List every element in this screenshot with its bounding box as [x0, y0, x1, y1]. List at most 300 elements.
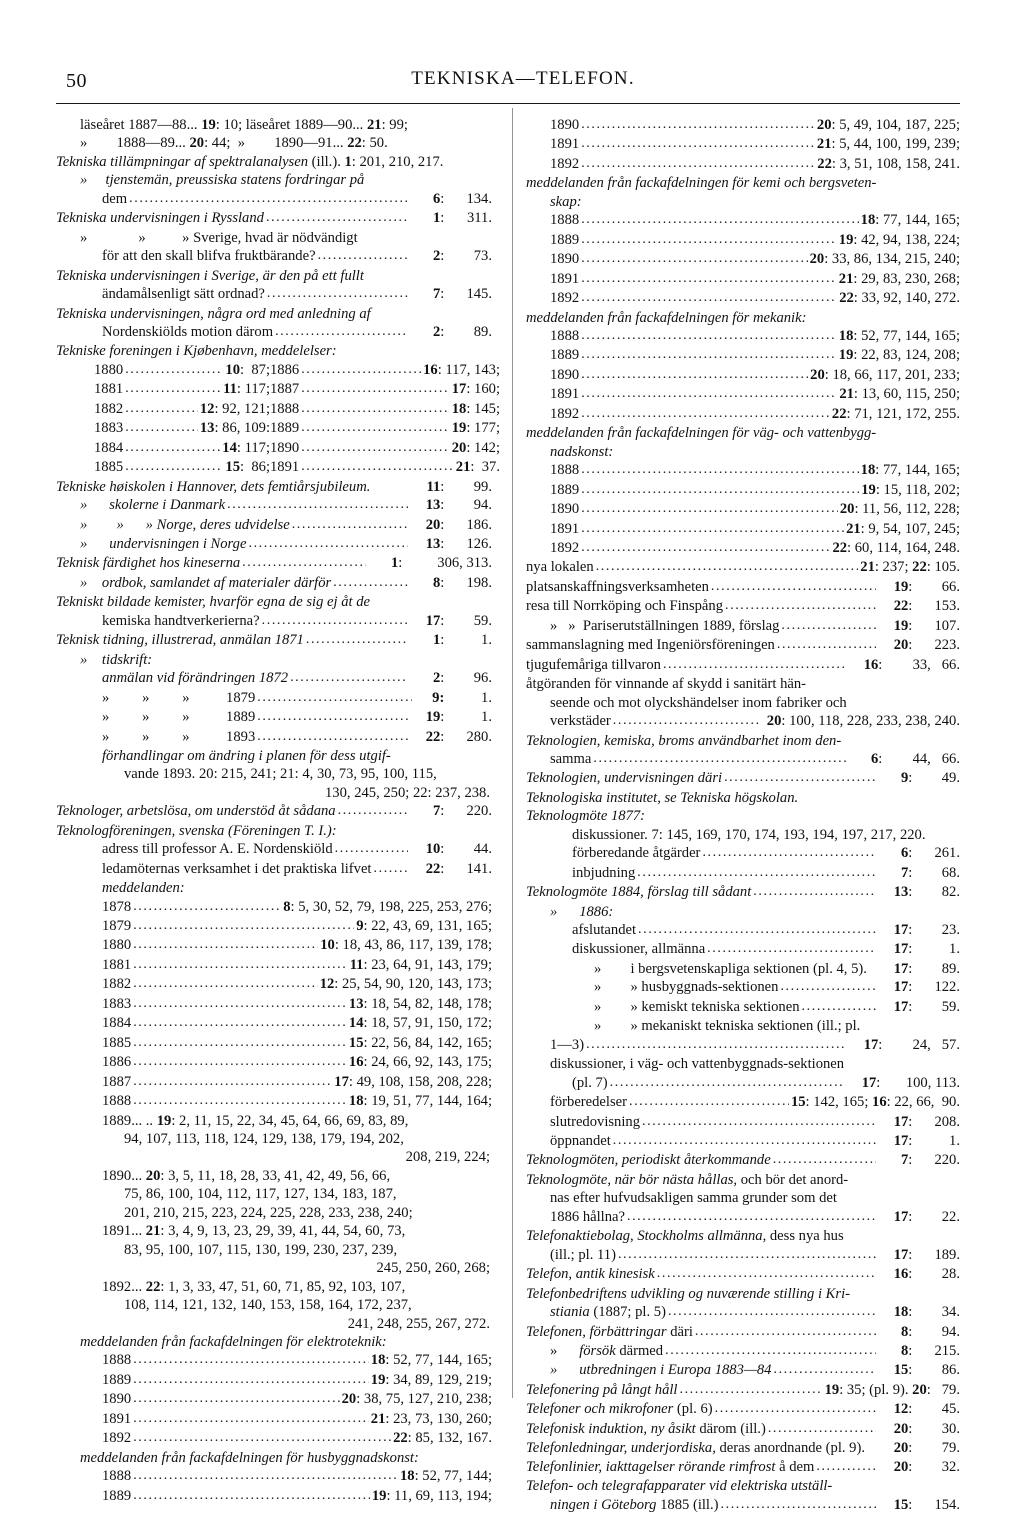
leader-dots	[338, 802, 409, 820]
entry-pages: 44, 66.	[912, 750, 960, 767]
entry-pages: 145.	[466, 286, 492, 303]
year-label: 1889... ..	[102, 1112, 154, 1129]
entry-reference: 19: 35; (pl. 9). 20: 79.	[824, 1381, 960, 1398]
multiline-first: 1890... 20: 3, 5, 11, 18, 28, 33, 41, 42, 49, 56, 66,	[102, 1167, 391, 1184]
year-label: 1884	[94, 439, 124, 456]
husbyggnad-year-list	[56, 1467, 492, 1506]
leader-dots	[133, 1467, 398, 1485]
index-entry-continuation: vande 1893. 20: 215, 241; 21: 4, 30, 73, 95, 100, 115,	[124, 766, 437, 783]
entry-pages: 261.	[934, 845, 960, 862]
entry-pages: 89.	[473, 323, 492, 340]
leader-dots	[133, 1429, 391, 1447]
entry-text: tjugufemåriga tillvaron	[526, 656, 661, 673]
leader-dots	[133, 956, 348, 974]
entry-pages: 33, 92, 140, 272.	[861, 290, 960, 307]
entry-reference: 19 : 66.	[878, 578, 960, 596]
entry-volume: 6	[433, 190, 441, 207]
list-item: 1888 ..... 18 : 77, 144, 165;	[526, 211, 960, 230]
entry-volume: 17	[893, 1133, 909, 1150]
list-item: 1887 ..... 17 : 49, 108, 158, 208, 228;	[56, 1073, 492, 1092]
entry-volume: 19	[893, 578, 909, 595]
index-entry	[56, 516, 492, 535]
index-entry	[526, 769, 960, 788]
index-entry	[526, 844, 960, 863]
entry-volume: 22	[832, 539, 848, 556]
leader-dots	[629, 1093, 789, 1111]
index-entry-continuation	[56, 267, 492, 285]
entry-reference: 7 : 220.	[878, 1151, 960, 1169]
index-entry	[56, 554, 492, 573]
list-item: 1889 ..... 19 : 42, 94, 138, 224;	[526, 231, 960, 250]
entry-volume: 15	[225, 459, 240, 476]
index-entry	[56, 689, 492, 708]
index-entry	[56, 535, 492, 554]
leader-dots	[581, 289, 837, 307]
entry-pages: 94.	[473, 497, 492, 514]
entry-volume: 12	[893, 1401, 909, 1418]
index-entry: Tekniska tillämpningar af spektralanalysen (ill.). 1 : 201, 210, 217.	[56, 153, 444, 170]
leader-dots	[618, 1246, 876, 1264]
entry-text: » » » 1893	[102, 728, 256, 745]
entry-volume: 10	[225, 361, 240, 378]
index-entry	[526, 1323, 960, 1342]
multiline-first: 1892... 22: 1, 3, 33, 47, 51, 60, 71, 85, 92, 103, 107,	[102, 1278, 406, 1295]
meddelanden-multiline-list	[56, 1112, 492, 1333]
entry-heading: Tekniska undervisningen i Sverige, är den på ett fullt	[56, 267, 364, 284]
index-entry-continuation: » tjenstemän, preussiska statens fordringar på	[80, 172, 365, 189]
index-entry-continuation: » tidskrift:	[80, 651, 153, 668]
year-label: 1888	[550, 327, 580, 344]
index-entry	[526, 1303, 960, 1322]
year-label: 1891	[550, 136, 580, 153]
index-entry	[526, 883, 960, 902]
leader-dots	[133, 1487, 370, 1505]
entry-pages: 45.	[941, 1401, 960, 1418]
entry-pages: 1.	[481, 689, 492, 706]
index-entry	[526, 1361, 960, 1380]
entry-volume: 22	[893, 598, 909, 615]
entry-pages: 71, 121, 172, 255.	[854, 405, 960, 422]
index-entry: » 1888—89... 20 : 44; » 1890—91... 22 : 50.	[80, 135, 388, 152]
entry-volume: 21	[370, 1410, 386, 1427]
entry-text: 1—3)	[550, 1036, 585, 1053]
index-entry-continuation	[56, 593, 492, 611]
entry-pages: 18, 66, 117, 201, 233;	[832, 366, 960, 383]
year-label: 1881	[94, 381, 124, 398]
entry-pages-2: 99;	[389, 117, 408, 133]
entry-volume: 18	[838, 327, 854, 344]
list-item: 1884 ..... 14 : 18, 57, 91, 150, 172;	[56, 1014, 492, 1033]
leader-dots	[642, 1113, 876, 1131]
year-label: 1890	[550, 501, 580, 518]
entry-reference: 6 : 134.	[410, 190, 492, 208]
mekanik-year-list	[526, 327, 960, 424]
index-entry-continuation: Telefonaktiebolag, Stockholms allmänna, dess nya hus	[526, 1228, 844, 1245]
entry-pages: 44;	[211, 135, 231, 152]
table-row: 1881 ..... 11 : 117; 1887 ..... 17 : 160;	[56, 380, 492, 399]
leader-dots	[581, 539, 830, 557]
entry-pages: 141.	[466, 860, 492, 877]
list-item: 1888 ..... 18 : 77, 144, 165;	[526, 461, 960, 480]
leader-dots	[663, 656, 846, 674]
entry-volume: 19	[156, 1112, 172, 1129]
index-entry	[56, 209, 492, 228]
entry-pages: 5, 30, 52, 79, 198, 225, 253, 276;	[298, 898, 492, 915]
year-label: 1886	[102, 1054, 132, 1071]
index-entry: läseåret 1887—88... 19 : 10; läseåret 1889—90... 21 : 99;	[80, 117, 408, 133]
entry-heading: Teknologmöten, periodiskt återkommande	[526, 1152, 771, 1169]
index-entry	[56, 840, 492, 859]
entry-pages: 11, 69, 113, 194;	[394, 1487, 492, 1504]
leader-dots	[133, 1073, 332, 1091]
multiline-cont: 245, 250, 260, 268;	[376, 1260, 490, 1277]
entry-volume: 10	[425, 841, 441, 858]
year-label: 1890	[550, 117, 580, 133]
year-label: 1888	[102, 1352, 132, 1369]
entry-volume: 1	[433, 632, 441, 649]
entry-volume: 19	[451, 420, 467, 437]
header-rule	[56, 103, 960, 104]
entry-volume: 18	[370, 1352, 386, 1369]
entry-text: » ordbok, samlandet af materialer därför	[80, 574, 332, 591]
section-heading: Tekniske foreningen i Kjøbenhavn, meddelelser:	[56, 343, 337, 360]
list-item: 1889 ..... 19 : 11, 69, 113, 194;	[56, 1487, 492, 1506]
left-column	[56, 116, 508, 1515]
index-entry	[526, 960, 960, 978]
entry-pages: 220.	[466, 803, 492, 820]
entry-volume-2: 22	[347, 135, 362, 152]
multiline-cont: 108, 114, 121, 132, 140, 153, 158, 164, 172, 237,	[124, 1297, 412, 1314]
entry-reference: 7 : 145.	[410, 285, 492, 303]
list-item: 1891 ..... 21 : 29, 83, 230, 268;	[526, 270, 960, 289]
entry-reference: 21: 237; 22: 105.	[860, 559, 960, 576]
entry-reference: 6 : 261.	[878, 844, 960, 862]
entry-pages: 44.	[473, 841, 492, 858]
entry-reference: 15 : 154.	[878, 1496, 960, 1514]
table-row: 1885 ..... 15 : 86; 1891 ..... 21 : 37.	[56, 458, 492, 477]
leader-dots	[257, 689, 412, 707]
entry-reference: 2 : 89.	[410, 323, 492, 341]
entry-pages: 3, 5, 11, 18, 28, 33, 41, 42, 49, 56, 66,	[168, 1167, 391, 1184]
entry-pages: 52, 77, 144, 165;	[393, 1352, 492, 1369]
index-entry	[56, 574, 492, 593]
entry-pages: 5, 49, 104, 187, 225;	[839, 117, 960, 133]
entry-pages: 96.	[473, 670, 492, 687]
index-entry	[526, 1496, 960, 1515]
index-entry	[526, 998, 960, 1017]
entry-reference: 17 : 23.	[878, 921, 960, 939]
list-item: 1883 ..... 13 : 18, 54, 82, 148, 178;	[56, 995, 492, 1014]
year-label: 1890	[102, 1391, 132, 1408]
index-entry	[56, 802, 492, 821]
entry-reference: 16 : 28.	[878, 1265, 960, 1283]
leader-dots	[581, 231, 837, 249]
leader-dots	[586, 1036, 846, 1054]
leader-dots	[581, 250, 807, 268]
index-entry	[526, 656, 960, 675]
leader-dots	[627, 1208, 876, 1226]
year-label: 1891	[550, 520, 580, 537]
entry-text: » utbredningen i Europa 1883—84	[550, 1362, 772, 1379]
entry-volume: 21	[846, 520, 861, 537]
entry-volume: 19	[838, 231, 854, 248]
entry-reference: 12 : 45.	[878, 1400, 960, 1418]
entry-heading: Tekniska undervisningen, några ord med anledning af	[56, 305, 371, 322]
multiline-cont: 83, 95, 100, 107, 115, 130, 199, 230, 237, 239,	[124, 1241, 398, 1258]
leader-dots	[125, 458, 223, 476]
section-heading: meddelanden från fackafdelningen för husbyggnadskonst:	[80, 1449, 419, 1466]
section-heading-cont: skap:	[550, 193, 582, 210]
index-entry	[526, 1113, 960, 1132]
leader-dots	[581, 461, 858, 479]
year-label: 1892	[550, 290, 580, 307]
section-heading: Teknologmöte 1877:	[526, 808, 646, 825]
year-label: 1885	[94, 459, 124, 476]
leader-dots	[266, 209, 408, 227]
index-entry: diskussioner. 7: 145, 169, 170, 174, 193, 194, 197, 217, 220.	[572, 826, 926, 843]
entry-pages: 28.	[941, 1266, 960, 1283]
entry-reference: 19 : 107.	[878, 617, 960, 635]
entry-heading: Teknisk tidning, illustrerad, anmälan 1871	[56, 632, 304, 649]
entry-reference: 2 : 73.	[410, 247, 492, 265]
entry-pages: 34.	[941, 1304, 960, 1321]
list-item: 1892 ..... 22 : 85, 132, 167.	[56, 1429, 492, 1448]
entry-text: » » » Norge, deres udvidelse	[80, 516, 290, 533]
entry-pages: 59.	[473, 612, 492, 629]
year-label: 1881	[102, 956, 132, 973]
list-item	[56, 1222, 492, 1277]
entry-text: adress till professor A. E. Nordenskiöld	[102, 841, 333, 858]
entry-text: » försök därmed	[550, 1343, 664, 1359]
index-entry	[526, 1246, 960, 1265]
leader-dots	[133, 1351, 369, 1369]
index-entry-continuation: Telefon- och telegrafapparater vid elektriska utställ-	[526, 1478, 833, 1495]
entry-pages: 77, 144, 165;	[882, 462, 960, 479]
entry-pages: 198.	[466, 574, 492, 591]
entry-pages: 10;	[223, 117, 243, 133]
leader-dots	[133, 1053, 347, 1071]
entry-pages: 117;	[244, 439, 270, 456]
entry-volume: 7	[433, 803, 441, 820]
leader-dots	[257, 728, 408, 746]
leader-dots	[133, 975, 318, 993]
entry-heading: Tekniska tillämpningar af spektralanalysen	[56, 153, 308, 170]
list-item: 1890 ..... 20 : 5, 49, 104, 187, 225;	[526, 116, 960, 135]
leader-dots	[702, 844, 876, 862]
entry-pages: 23, 73, 130, 260;	[393, 1410, 492, 1427]
entry-volume: 20	[425, 516, 441, 533]
entry-volume-2: 21	[366, 117, 382, 133]
entry-heading: Telefonisk induktion, ny åsikt därom (ill.)	[526, 1420, 766, 1437]
year-label: 1892	[550, 155, 580, 172]
entry-text: » i bergsvetenskapliga sektionen (pl. 4, 5).	[594, 960, 867, 977]
entry-reference: 17 : 59.	[410, 612, 492, 630]
entry-pages: 32.	[941, 1458, 960, 1475]
leader-dots	[306, 631, 408, 649]
entry-reference: 1 : 1.	[410, 631, 492, 649]
entry-heading: Telefon, antik kinesisk	[526, 1266, 655, 1283]
entry-pages: 30.	[941, 1420, 960, 1437]
entry-volume: 20	[451, 439, 467, 456]
entry-text: » » Pariserutställningen 1889, förslag	[550, 617, 780, 634]
entry-volume: 21	[816, 136, 832, 153]
running-head	[56, 68, 960, 96]
list-item: 1880 ..... 10 : 18, 43, 86, 117, 139, 178;	[56, 936, 492, 955]
index-entry	[56, 285, 492, 304]
list-item: 1888 ..... 18 : 52, 77, 144, 165;	[526, 327, 960, 346]
entry-volume: 13	[348, 995, 364, 1012]
entry-pages: 1.	[481, 709, 492, 726]
leader-dots	[581, 346, 837, 364]
entry-volume: 19	[838, 347, 854, 364]
index-entry	[526, 1400, 960, 1419]
entry-pages: 60, 114, 164, 248.	[854, 539, 960, 556]
entry-pages: 73.	[473, 248, 492, 265]
entry-reference: 13 : 82.	[878, 883, 960, 901]
index-entry	[56, 247, 492, 266]
entry-reference: 22 : 280.	[410, 728, 492, 746]
multiline-cont: 75, 86, 100, 104, 112, 117, 127, 134, 183, 187,	[124, 1186, 397, 1203]
leader-dots	[133, 1014, 347, 1032]
entry-pages: 33, 66.	[912, 656, 960, 673]
entry-heading: Tekniskt bildade kemister, hvarför egna de sig ej åt de	[56, 594, 370, 611]
entry-reference: 8 : 215.	[878, 1342, 960, 1360]
leader-dots	[267, 285, 408, 303]
entry-volume: 17	[893, 1208, 909, 1225]
entry-reference: 13 : 94.	[410, 496, 492, 514]
index-entry	[526, 1458, 960, 1477]
entry-pages-2: 50.	[369, 135, 388, 152]
entry-pages: 79.	[941, 1440, 960, 1457]
entry-text: förberedande åtgärder	[572, 845, 701, 862]
entry-volume: 20	[810, 366, 825, 383]
entry-pages: 68.	[941, 864, 960, 881]
index-entry-continuation: förhandlingar om ändring i planen för dess utgif-	[102, 747, 391, 764]
entry-text: resa till Norrköping och Finspång	[526, 598, 723, 615]
entry-reference: 9 : 49.	[878, 769, 960, 787]
year-label: 1888	[550, 462, 580, 479]
entry-text: dem	[102, 190, 128, 207]
entry-pages: 186.	[466, 516, 492, 533]
multiline-first: 1889... .. 19: 2, 11, 15, 22, 34, 45, 64, 66, 69, 83, 89,	[102, 1112, 409, 1129]
entry-pages: 22, 56, 84, 142, 165;	[371, 1034, 492, 1051]
year-label: 1890	[270, 439, 300, 456]
leader-dots	[780, 978, 876, 996]
leader-dots	[133, 898, 281, 916]
list-item: 1878 ..... 8 : 5, 30, 52, 79, 198, 225, 253, 276;	[56, 898, 492, 917]
year-label: 1891	[550, 386, 580, 403]
section-heading-cont: nadskonst:	[550, 443, 614, 460]
index-entry	[526, 1132, 960, 1151]
entry-volume: 21	[838, 270, 854, 287]
entry-text: ändamålsenligt sätt ordnad?	[102, 286, 265, 303]
entry-pages: 122.	[934, 979, 960, 996]
entry-pages: 86, 109:	[222, 420, 270, 437]
section-heading: meddelanden från fackafdelningen för väg- och vattenbygg-	[526, 425, 877, 442]
entry-reference: 7 : 220.	[410, 802, 492, 820]
year-label: 1891...	[102, 1223, 143, 1240]
entry-volume: 11	[349, 956, 364, 973]
leader-dots	[724, 769, 876, 787]
entry-volume: 6	[901, 845, 909, 862]
entry-volume: 16	[423, 361, 438, 378]
entry-pages: 59.	[941, 998, 960, 1015]
entry-pages: 134.	[466, 190, 492, 207]
entry-pages: 1.	[949, 1133, 960, 1150]
leader-dots	[773, 1151, 877, 1169]
index-entry-continuation: Telefonbedriftens udvikling og nuværende stilling i Kri-	[526, 1285, 851, 1302]
index-entry-continuation	[56, 305, 492, 323]
entry-volume: 20	[341, 1391, 357, 1408]
entry-pages: 13, 60, 115, 250;	[861, 386, 960, 403]
section-heading: Teknologien, kemiska, broms användbarhet inom den-	[526, 732, 842, 749]
entry-pages: 34, 89, 129, 219;	[393, 1371, 492, 1388]
leader-dots	[301, 380, 450, 398]
year-label: 1892	[550, 405, 580, 422]
entry-volume: 17	[863, 1036, 879, 1053]
entry-volume: 20	[189, 135, 205, 152]
year-label: 1892	[102, 1430, 132, 1447]
entry-volume: 15	[893, 1496, 909, 1513]
entry-pages: 24, 57.	[912, 1036, 960, 1053]
entry-volume: 17	[893, 1113, 909, 1130]
leader-dots	[301, 458, 454, 476]
list-item: 1890 ..... 20 : 18, 66, 117, 201, 233;	[526, 366, 960, 385]
entry-volume: 1	[391, 555, 399, 572]
leader-dots	[335, 840, 409, 858]
section-heading: » 1886:	[550, 903, 614, 920]
page-folio: 50	[66, 70, 87, 92]
entry-text: » undervisningen i Norge	[80, 535, 247, 552]
entry-volume: 22	[393, 1430, 408, 1447]
elektroteknik-year-list	[56, 1351, 492, 1448]
leader-dots	[707, 940, 876, 958]
entry-volume: 18	[399, 1468, 415, 1485]
year-label: 1891	[550, 270, 580, 287]
index-entry	[526, 1208, 960, 1227]
entry-pages: 18, 43, 86, 117, 139, 178;	[342, 937, 492, 954]
kjobenhavn-year-table	[56, 361, 500, 478]
leader-dots	[802, 998, 877, 1016]
entry-reference: 1 : 306, 313.	[368, 554, 492, 572]
entry-reference: 15 : 86.	[878, 1361, 960, 1379]
year-label: 1889	[102, 1371, 132, 1388]
entry-reference: 6 : 44, 66.	[848, 750, 960, 768]
entry-reference	[414, 689, 492, 707]
entry-volume: 22	[425, 728, 441, 745]
entry-pages: 42, 94, 138, 224;	[861, 231, 960, 248]
entry-volume: 17	[893, 941, 909, 958]
list-item: 1892 ..... 22 : 71, 121, 172, 255.	[526, 405, 960, 424]
table-row: 1882 ..... 12 : 92, 121; 1888 ..... 18 : 145;	[56, 400, 492, 419]
leader-dots	[257, 708, 408, 726]
entry-pages: 5, 44, 100, 199, 239;	[839, 136, 960, 153]
year-label: 1880	[102, 937, 132, 954]
entry-volume: 13	[893, 884, 909, 901]
entry-volume: 19	[370, 1371, 386, 1388]
entry-reference: 13 : 126.	[410, 535, 492, 553]
entry-volume: 22	[831, 405, 847, 422]
entry-pages: 66.	[941, 578, 960, 595]
leader-dots	[374, 860, 409, 878]
multiline-cont: 241, 248, 255, 267, 272.	[347, 1315, 490, 1332]
list-item: 1885 ..... 15 : 22, 56, 84, 142, 165;	[56, 1034, 492, 1053]
entry-heading: Teknologmöte 1884, förslag till sådant	[526, 884, 752, 901]
entry-volume: 17	[334, 1073, 349, 1090]
entry-volume: 21	[839, 386, 854, 403]
entry-volume: 2	[433, 323, 441, 340]
entry-pages: 52, 77, 144, 165;	[861, 327, 960, 344]
